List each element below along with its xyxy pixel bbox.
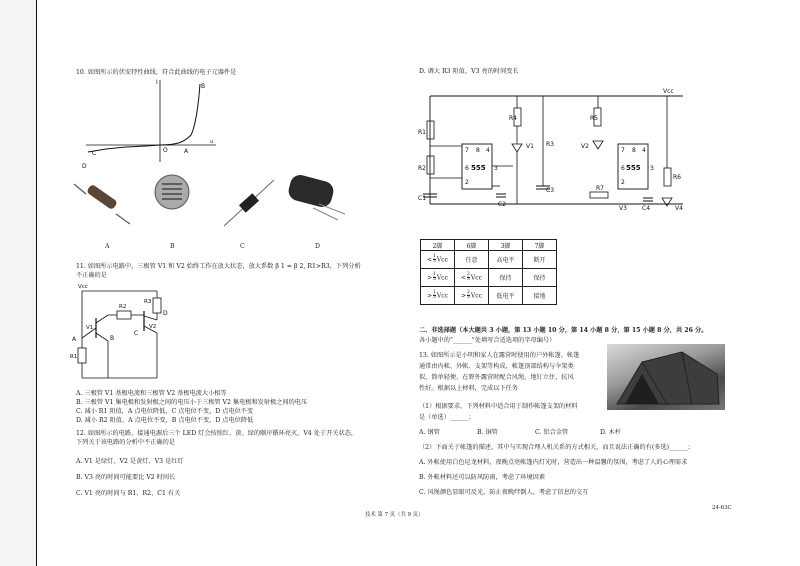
- svg-text:Vcc: Vcc: [78, 284, 88, 290]
- q13-sub1-option-b: B. 铜管: [477, 429, 498, 436]
- table-header: 6脚: [455, 240, 489, 251]
- svg-text:V4: V4: [675, 205, 683, 212]
- q11-option-b: B. 三极管 V1 集电极和发射极之间的电压小于三极管 V2 集电极和发射极之间的电压: [76, 399, 308, 406]
- q13-line1: 13. 如图所示是小明和家人在露营时使用的户外帐篷。帐篷: [419, 352, 580, 359]
- svg-text:D: D: [163, 310, 168, 317]
- table-cell: 保持: [523, 269, 557, 287]
- svg-text:R5: R5: [590, 115, 598, 122]
- svg-text:R6: R6: [673, 174, 681, 181]
- table-header: 7脚: [523, 240, 557, 251]
- section2-title-line2: 各小题中的“______”处填写合适选项的字母编号）: [419, 337, 556, 344]
- q13-sub1-option-c: C. 铝合金管: [535, 429, 569, 436]
- table-cell: > $\frac{1}{3}$ Vcc: [421, 269, 455, 287]
- svg-text:V1: V1: [86, 325, 94, 331]
- svg-text:C3: C3: [546, 187, 555, 194]
- svg-text:6: 6: [621, 165, 625, 172]
- q12-option-b: B. V3 亮的时间可能要比 V2 时间长: [76, 474, 176, 481]
- q13-sub1-option-d: D. 木杆: [600, 429, 622, 436]
- table-cell: 保持: [489, 269, 523, 287]
- svg-text:R7: R7: [596, 185, 604, 192]
- q10-point-d: D: [82, 163, 87, 170]
- q10-iv-curve-graph: [82, 79, 226, 170]
- q10-point-a: A: [184, 148, 189, 155]
- svg-text:3: 3: [494, 165, 498, 172]
- q13-line2: 通常由内帐、外帐、支架等构成，帐篷顶部结构与伞架类: [419, 363, 574, 370]
- table-header: 2脚: [421, 240, 455, 251]
- svg-text:C4: C4: [642, 205, 651, 212]
- svg-text:3: 3: [650, 165, 654, 172]
- svg-text:7: 7: [621, 147, 625, 154]
- q10-axis-i: I: [156, 79, 158, 86]
- svg-text:555: 555: [471, 164, 486, 172]
- svg-text:2: 2: [621, 179, 625, 186]
- q12-stem-line1: 12. 如图所示的电路，接通电源后三个 LED 灯会按照红、黄、绿的顺序循环亮灭，V4 处于开关状态，: [76, 430, 358, 437]
- q10-choice-b: B: [170, 243, 175, 250]
- svg-text:R1: R1: [70, 354, 78, 360]
- q10-point-c: C: [92, 150, 97, 157]
- q12-option-c: C. V1 亮的时间与 R1、R2、C1 有关: [76, 490, 181, 497]
- table-cell: < $\frac{1}{3}$ Vcc: [421, 251, 455, 269]
- q10-axis-u: u: [210, 139, 214, 145]
- svg-text:R1: R1: [418, 129, 426, 136]
- q13-sub2-option-b: B. 外帐材料还可以防风防雨，考虑了环境因素: [419, 474, 546, 481]
- table-row: [421, 287, 557, 305]
- q10-component-resistor: [72, 180, 132, 225]
- svg-text:V1: V1: [526, 143, 534, 150]
- table-row: [421, 251, 557, 269]
- q10-component-capacitor: [283, 172, 348, 222]
- svg-text:R2: R2: [418, 165, 426, 172]
- q10-component-diode: [222, 178, 277, 228]
- q11-option-c: C. 减小 R1 阻值，A 点电位降低，C 点电位不变，D 点电位不变: [76, 408, 254, 415]
- table-cell: < $\frac{2}{3}$ Vcc: [455, 269, 489, 287]
- q13-sub2-option-c: C. 风绳颜色显眼可反光，防止夜晚绊倒人。考虑了信息的交互: [419, 489, 589, 496]
- footer-page-info: 技术 第 7 页（共 9 页）: [365, 512, 424, 518]
- svg-text:6: 6: [465, 165, 469, 172]
- svg-text:V2: V2: [581, 143, 589, 150]
- q10-component-photoresistor: [150, 170, 195, 215]
- svg-text:R3: R3: [144, 299, 152, 305]
- svg-text:2: 2: [465, 179, 469, 186]
- svg-text:A: A: [72, 336, 77, 343]
- footer-code: 24-63C: [712, 505, 732, 511]
- svg-text:555: 555: [626, 164, 641, 172]
- q11-transistor-circuit: [72, 283, 187, 388]
- q10-origin: O: [163, 147, 168, 154]
- svg-text:R4: R4: [509, 115, 517, 122]
- table-cell: 断开: [523, 251, 557, 269]
- table-cell: > $\frac{1}{3}$ Vcc: [421, 287, 455, 305]
- table-cell: 接地: [523, 287, 557, 305]
- q11-option-d: D. 减小 R2 阻值，A 点电位不变，B 点电位不变，D 点电位降低: [76, 417, 254, 424]
- q12-option-a: A. V1 是绿灯、V2 是黄灯、V3 是红灯: [76, 458, 184, 465]
- svg-text:8: 8: [476, 147, 480, 154]
- q11-stem-line1: 11. 如图所示电路中，三极管 V1 和 V2 始终工作在放大状态，放大系数 β 1 = β 2, R1>R3，下列分析: [76, 263, 361, 270]
- q11-stem-line2: 不正确的是: [76, 272, 107, 279]
- svg-text:4: 4: [642, 147, 646, 154]
- q13-line4: 性好。根据以上材料，完成以下任务: [419, 385, 518, 392]
- svg-text:B: B: [110, 335, 115, 342]
- svg-text:V2: V2: [149, 324, 157, 330]
- q12-555-truth-table: [420, 239, 557, 305]
- q10-choice-c: C: [240, 243, 245, 250]
- scan-edge-line: [36, 0, 37, 566]
- svg-text:8: 8: [632, 147, 636, 154]
- svg-text:C2: C2: [498, 201, 507, 208]
- q13-sub1-line1: （1）根据要求，下列材料中适合用于制作帐篷支架的材料: [419, 403, 578, 410]
- q13-sub1-option-a: A. 钢管: [419, 429, 440, 436]
- q12-555-circuit: [418, 86, 688, 221]
- q10-choice-d: D: [315, 243, 320, 250]
- table-cell: > $\frac{2}{3}$ Vcc: [455, 287, 489, 305]
- q10-stem: 10. 如图所示的伏安特性曲线，符合此曲线的电子元器件是: [76, 69, 237, 76]
- svg-text:R2: R2: [119, 304, 127, 310]
- svg-text:V3: V3: [619, 205, 627, 212]
- table-cell: 低电平: [489, 287, 523, 305]
- q13-line3: 似，简单轻便，在野外露营时配合风绳、地钉立住，抗风: [419, 374, 574, 381]
- scan-border: [0, 0, 36, 566]
- table-cell: 任意: [455, 251, 489, 269]
- tent-photo: [607, 344, 725, 410]
- svg-text:4: 4: [486, 147, 490, 154]
- section2-title-line1: 二、非选择题（本大题共 3 小题，第 13 小题 10 分，第 14 小题 8 分，第 15 小题 8 分，共 26 分。: [419, 327, 708, 334]
- svg-text:7: 7: [465, 147, 469, 154]
- table-row: [421, 269, 557, 287]
- svg-text:Vcc: Vcc: [663, 88, 674, 95]
- q13-sub2-option-a: A. 外帐使用白色尼龙材料，夜晚点亮帐篷内灯光时，营造出一种温馨的氛围，考虑了人的心理需求: [419, 459, 688, 466]
- q12-stem-line2: 下列关于该电路的分析中不正确的是: [76, 439, 175, 446]
- q13-sub2-stem: （2）下面关于帐篷的描述，其中与实现合理人机关系的方式相关，而且说法正确的有(多选)______；: [419, 444, 694, 451]
- q11-option-a: A. 三极管 V1 基极电流和三极管 V2 基极电流大小相等: [76, 390, 227, 397]
- table-header: 3脚: [489, 240, 523, 251]
- svg-text:R3: R3: [546, 141, 554, 148]
- q10-point-b: B: [201, 83, 206, 90]
- q10-choice-a: A: [105, 243, 110, 250]
- q12-option-d: D. 调大 R3 阻值，V3 亮的时间变长: [419, 68, 519, 75]
- q13-sub1-line2: 是（单选）______；: [419, 414, 475, 421]
- svg-text:C1: C1: [418, 195, 427, 202]
- svg-text:C: C: [134, 330, 139, 337]
- table-cell: 高电平: [489, 251, 523, 269]
